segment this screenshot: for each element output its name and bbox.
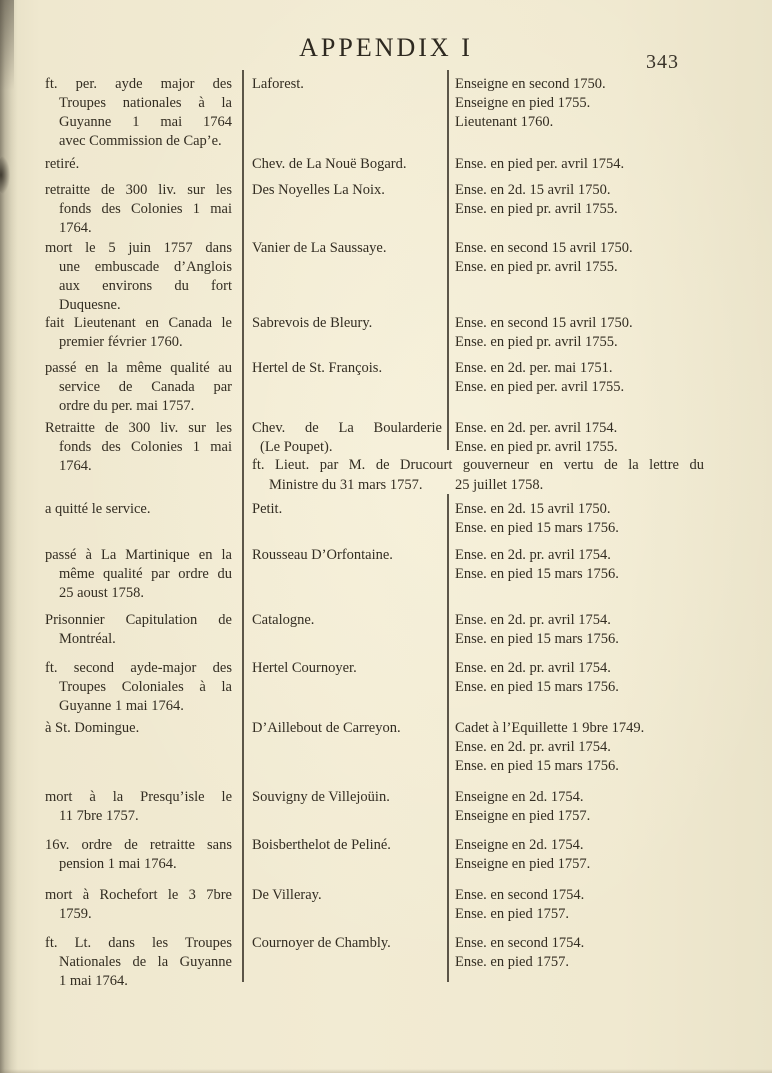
text-line: a quitté le service. — [45, 501, 151, 517]
text-line: service de Canada par — [59, 379, 232, 395]
text-line: 1764. — [59, 220, 92, 236]
text-line: Troupes nationales à la — [59, 95, 232, 111]
table-row — [45, 181, 761, 238]
row-name-cell — [252, 155, 442, 174]
row-notes-cell — [45, 239, 232, 315]
row-ranks-cell — [455, 611, 761, 649]
row-name-cell — [252, 359, 442, 378]
row-notes-cell — [45, 788, 232, 826]
row-ranks-cell — [455, 500, 761, 538]
text-line: Hertel de St. François. — [252, 360, 383, 376]
row-notes-cell — [45, 500, 232, 519]
text-line: Ense. en 2d. 15 avril 1750. — [455, 501, 611, 517]
text-line: Ense. en 2d. 15 avril 1750. — [455, 182, 611, 198]
table-row — [45, 659, 761, 716]
table-row — [45, 886, 761, 924]
row-name-cell — [252, 546, 442, 565]
text-line: Ense. en pied 15 mars 1756. — [455, 520, 619, 536]
row-name-cell — [252, 719, 442, 738]
text-line: Enseigne en pied 1757. — [455, 856, 591, 872]
table-row — [45, 75, 761, 151]
row-notes-cell — [45, 314, 232, 352]
text-line: retiré. — [45, 156, 80, 172]
row-name-cell — [252, 181, 442, 200]
text-line: D’Aillebout de Carreyon. — [252, 720, 401, 736]
text-line: Rousseau D’Orfontaine. — [252, 547, 393, 563]
text-line: Souvigny de Villejoüin. — [252, 789, 390, 805]
text-line: Ense. en pied pr. avril 1755. — [455, 439, 618, 455]
text-line: 1764. — [59, 458, 92, 474]
row-name-cell — [252, 500, 442, 519]
text-line: ft. Lt. dans les Troupes — [45, 935, 232, 951]
table-row — [45, 836, 761, 874]
drucourt-note-line2 — [252, 476, 704, 496]
text-line: Ense. en pied 1757. — [455, 954, 569, 970]
row-name-cell — [252, 788, 442, 807]
table-row — [45, 719, 761, 776]
text-line: Ense. en second 15 avril 1750. — [455, 315, 633, 331]
row-ranks-cell — [455, 239, 761, 277]
text-line: Enseigne en second 1750. — [455, 76, 606, 92]
text-line: Ense. en pied pr. avril 1755. — [455, 201, 618, 217]
text-line: Ense. en pied 15 mars 1756. — [455, 758, 619, 774]
text-line: Ense. en pied 15 mars 1756. — [455, 566, 619, 582]
text-line: avec Commission de Cap’e. — [59, 133, 222, 149]
text-line: fonds des Colonies 1 mai — [59, 439, 232, 455]
text-line: passé en la même qualité au — [45, 360, 232, 376]
text-line: Ense. en pied 1757. — [455, 906, 569, 922]
text-line: Enseigne en 2d. 1754. — [455, 789, 584, 805]
text-line: Laforest. — [252, 76, 304, 92]
text-line: Ense. en pied 15 mars 1756. — [455, 679, 619, 695]
text-line: Cournoyer de Chambly. — [252, 935, 391, 951]
row-name-cell — [252, 886, 442, 905]
text-line: passé à La Martinique en la — [45, 547, 232, 563]
text-line: Montréal. — [59, 631, 116, 647]
table-row — [45, 788, 761, 826]
table-row — [45, 611, 761, 649]
drucourt-note — [252, 456, 704, 495]
text-line: De Villeray. — [252, 887, 322, 903]
text-line: ft. per. ayde major des — [45, 76, 232, 92]
text-line: même qualité par ordre du — [59, 566, 232, 582]
text-line: Guyanne 1 mai 1764 — [59, 114, 232, 130]
text-line: Chev. de La Boularderie — [252, 420, 442, 436]
row-name-cell — [252, 836, 442, 855]
row-notes-cell — [45, 155, 232, 174]
text-line: aux environs du fort — [59, 278, 232, 294]
row-notes-cell — [45, 611, 232, 649]
text-line: Ense. en pied per. avril 1754. — [455, 156, 625, 172]
text-line: à St. Domingue. — [45, 720, 140, 736]
row-notes-cell — [45, 659, 232, 716]
row-name-cell — [252, 659, 442, 678]
row-name-cell — [252, 934, 442, 953]
text-line: Cadet à l’Equillette 1 9bre 1749. — [455, 720, 645, 736]
text-line: 1759. — [59, 906, 92, 922]
row-notes-cell — [45, 719, 232, 738]
row-ranks-cell — [455, 75, 761, 132]
text-line: Petit. — [252, 501, 283, 517]
text-line: Boisberthelot de Peliné. — [252, 837, 391, 853]
text-line: 25 aoust 1758. — [59, 585, 144, 601]
row-notes-cell — [45, 75, 232, 151]
row-notes-cell — [45, 546, 232, 603]
row-ranks-cell — [455, 155, 761, 174]
text-line: Ense. en 2d. per. mai 1751. — [455, 360, 613, 376]
text-line: Chev. de La Nouë Bogard. — [252, 156, 407, 172]
text-line: Ense. en pied pr. avril 1755. — [455, 334, 618, 350]
drucourt-note-line2-right: 25 juillet 1758. — [455, 476, 544, 493]
text-line: mort le 5 juin 1757 dans — [45, 240, 232, 256]
text-line: (Le Poupet). — [260, 439, 333, 455]
text-line: Duquesne. — [59, 297, 121, 313]
text-line: Enseigne en 2d. 1754. — [455, 837, 584, 853]
row-ranks-cell — [455, 836, 761, 874]
table-row — [45, 155, 761, 174]
text-line: Ense. en pied pr. avril 1755. — [455, 259, 618, 275]
text-line: Ense. en second 15 avril 1750. — [455, 240, 633, 256]
row-ranks-cell — [455, 181, 761, 219]
text-line: Ense. en 2d. pr. avril 1754. — [455, 547, 611, 563]
row-ranks-cell — [455, 788, 761, 826]
table-row — [45, 359, 761, 416]
row-ranks-cell — [455, 419, 761, 457]
text-line: mort à la Presqu’isle le — [45, 789, 232, 805]
text-line: Ense. en 2d. pr. avril 1754. — [455, 739, 611, 755]
table-row — [45, 500, 761, 538]
row-ranks-cell — [455, 934, 761, 972]
text-line: Guyanne 1 mai 1764. — [59, 698, 184, 714]
text-line: Enseigne en pied 1755. — [455, 95, 591, 111]
text-line: Hertel Cournoyer. — [252, 660, 357, 676]
row-notes-cell — [45, 886, 232, 924]
text-line: ft. second ayde-major des — [45, 660, 232, 676]
row-ranks-cell — [455, 659, 761, 697]
text-line: 1 mai 1764. — [59, 973, 128, 989]
drucourt-note-line1: ft. Lieut. par M. de Drucourt gouverneur en vertu de la lettre du — [252, 457, 704, 473]
text-line: Catalogne. — [252, 612, 315, 628]
text-line: Lieutenant 1760. — [455, 114, 554, 130]
text-line: Vanier de La Saussaye. — [252, 240, 387, 256]
row-notes-cell — [45, 836, 232, 874]
text-line: retraitte de 300 liv. sur les — [45, 182, 232, 198]
text-line: Des Noyelles La Noix. — [252, 182, 385, 198]
text-line: mort à Rochefort le 3 7bre — [45, 887, 232, 903]
text-line: une embuscade d’Anglois — [59, 259, 232, 275]
row-ranks-cell — [455, 546, 761, 584]
text-line: Sabrevois de Bleury. — [252, 315, 373, 331]
text-line: 16v. ordre de retraitte sans — [45, 837, 232, 853]
page-title: APPENDIX I — [299, 33, 473, 62]
row-name-cell — [252, 419, 442, 457]
text-line: Retraitte de 300 liv. sur les — [45, 420, 232, 436]
text-line: Enseigne en pied 1757. — [455, 808, 591, 824]
row-name-cell — [252, 611, 442, 630]
row-ranks-cell — [455, 719, 761, 776]
text-line: 11 7bre 1757. — [59, 808, 139, 824]
row-ranks-cell — [455, 886, 761, 924]
text-line: fait Lieutenant en Canada le — [45, 315, 232, 331]
text-line: fonds des Colonies 1 mai — [59, 201, 232, 217]
text-line: Ense. en pied 15 mars 1756. — [455, 631, 619, 647]
text-line: Ense. en second 1754. — [455, 887, 585, 903]
text-line: Ense. en 2d. pr. avril 1754. — [455, 612, 611, 628]
row-name-cell — [252, 314, 442, 333]
row-notes-cell — [45, 181, 232, 238]
text-line: Troupes Coloniales à la — [59, 679, 232, 695]
drucourt-note-line2-left: Ministre du 31 mars 1757. — [269, 476, 423, 493]
row-notes-cell — [45, 934, 232, 991]
row-notes-cell — [45, 359, 232, 416]
row-ranks-cell — [455, 359, 761, 397]
page-number: 343 — [646, 51, 679, 73]
text-line: pension 1 mai 1764. — [59, 856, 177, 872]
table-row — [45, 546, 761, 603]
table-row — [45, 314, 761, 352]
text-line: ordre du per. mai 1757. — [59, 398, 195, 414]
text-line: Ense. en second 1754. — [455, 935, 585, 951]
text-line: Ense. en 2d. pr. avril 1754. — [455, 660, 611, 676]
row-name-cell — [252, 239, 442, 258]
row-notes-cell — [45, 419, 232, 476]
text-line: Ense. en pied per. avril 1755. — [455, 379, 625, 395]
text-line: premier février 1760. — [59, 334, 183, 350]
table-row — [45, 934, 761, 991]
table-row — [45, 239, 761, 315]
text-line: Ense. en 2d. per. avril 1754. — [455, 420, 618, 436]
text-line: Prisonnier Capitulation de — [45, 612, 232, 628]
text-line: Nationales de la Guyanne — [59, 954, 232, 970]
row-ranks-cell — [455, 314, 761, 352]
row-name-cell — [252, 75, 442, 94]
